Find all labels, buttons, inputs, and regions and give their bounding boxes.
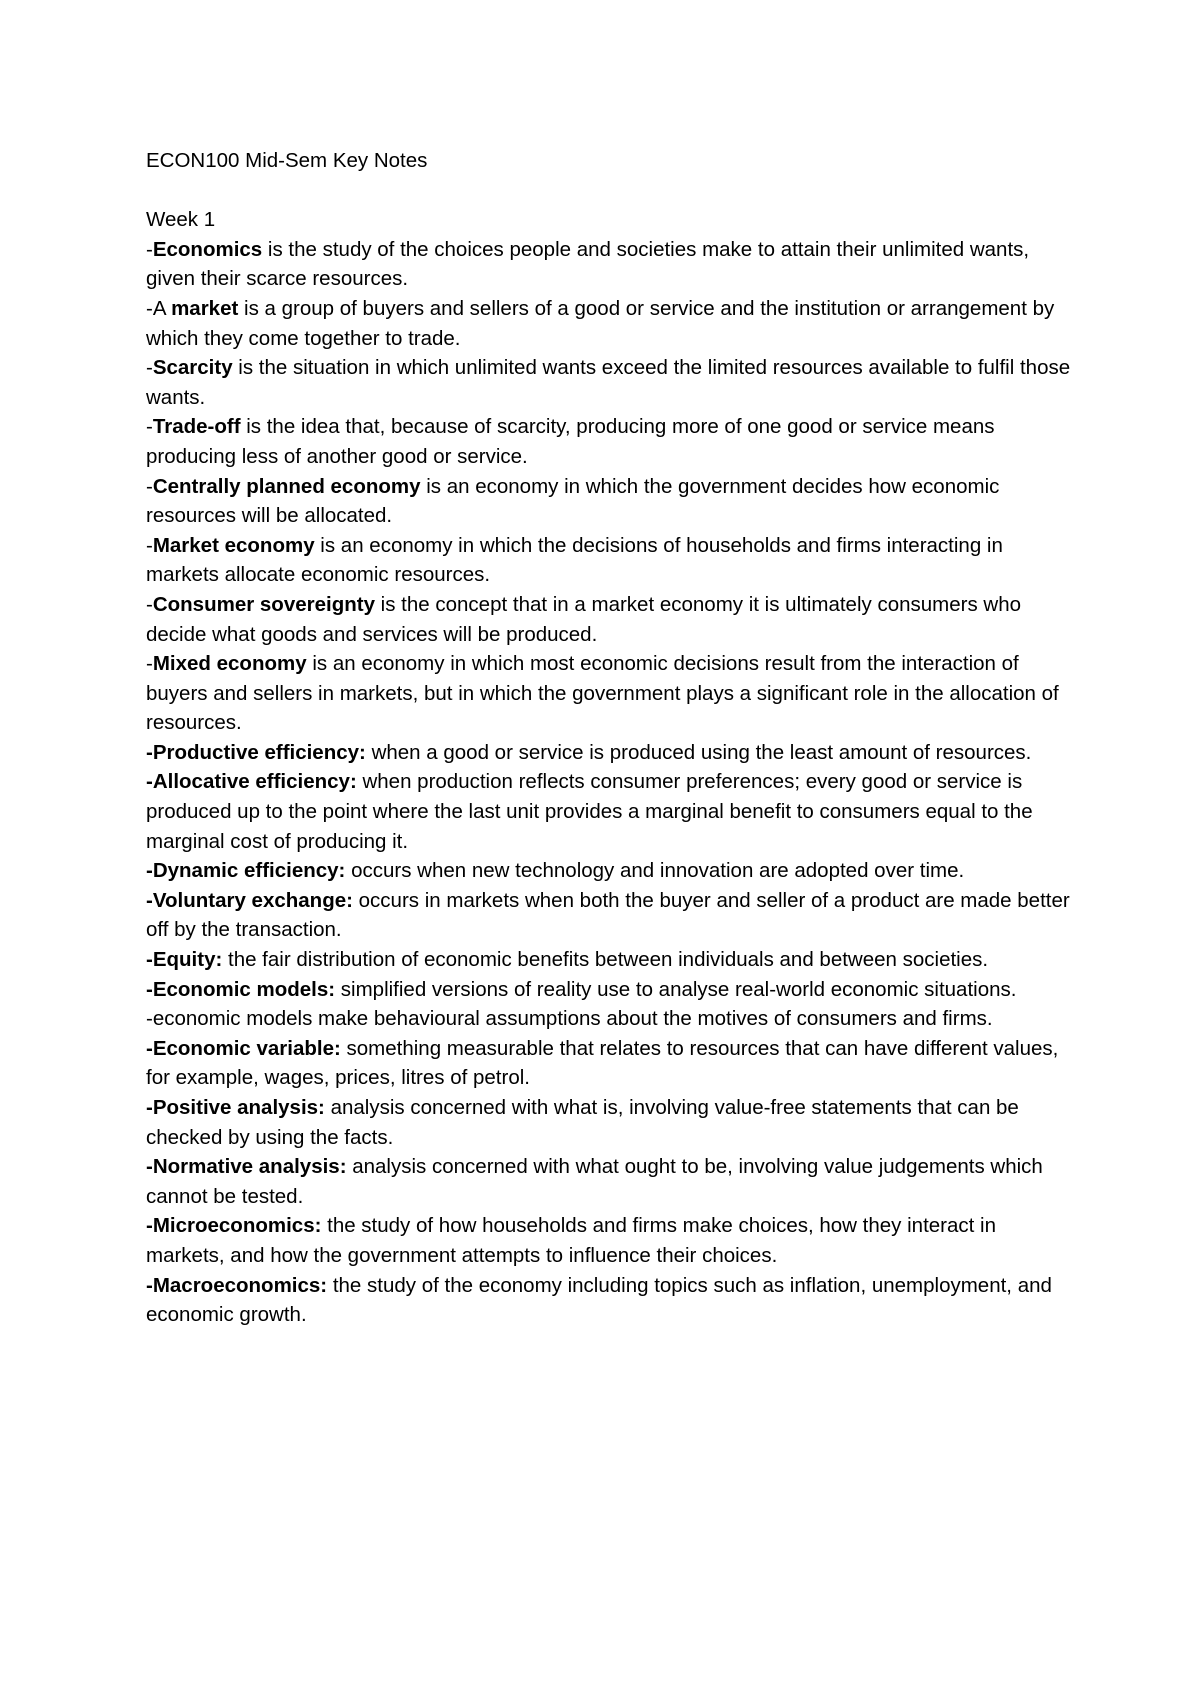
note-prefix: - [146,474,153,498]
note-text: is an economy in which the government decides how economic resources will be allocated. [146,474,1000,528]
note-text: when a good or service is produced using the least amount of resources. [365,740,1032,764]
note-item [146,767,1076,856]
note-term: -Economic variable: [146,1036,341,1060]
note-text: the study of how households and firms make choices, how they interact in markets, and how the government attempts to influence their choices. [146,1214,996,1267]
note-term: -Dynamic efficiency: [146,859,346,883]
note-text: occurs in markets when both the buyer and seller of a product are made better off by the transaction. [146,888,1070,942]
note-item [146,649,1076,738]
note-item [146,1093,1076,1152]
note-prefix: - [146,237,153,261]
note-item [146,1211,1076,1270]
note-term: -Microeconomics: [146,1214,322,1238]
notes-list [146,235,1076,1330]
note-item [146,235,1076,294]
note-prefix: - [146,415,153,439]
note-item [146,945,1076,975]
note-item [146,472,1076,531]
note-prefix: - [146,533,153,557]
note-term: Consumer sovereignty [152,592,375,616]
note-term: Economics [152,237,263,261]
note-text: is the study of the choices people and societies make to attain their unlimited wants, given their scarce resources. [146,237,1030,291]
note-item [146,1034,1076,1093]
note-term: Trade-off [152,415,241,439]
note-term: -Productive efficiency: [146,740,366,764]
note-prefix: -economic models make behavioural assumptions about the motives of consumers and firms. [146,1007,993,1031]
note-item [146,294,1076,353]
note-term: -Macroeconomics: [146,1273,328,1297]
note-text: the fair distribution of economic benefits between individuals and between societies. [222,948,989,972]
note-text: is the idea that, because of scarcity, producing more of one good or service means producing less of another good or service. [146,415,995,468]
note-text: analysis concerned with what ought to be, involving value judgements which cannot be tested. [146,1155,1043,1208]
note-item [146,738,1076,768]
note-term: Mixed economy [152,652,307,676]
note-term: -Allocative efficiency: [146,770,357,794]
note-text: when production reflects consumer preferences; every good or service is produced up to the point where the last unit provides a marginal benefit to consumers equal to the marginal cost of producing it. [146,770,1033,853]
document-title: ECON100 Mid-Sem Key Notes [146,149,428,172]
note-item [146,353,1076,412]
note-item [146,886,1076,945]
note-item [146,856,1076,886]
note-term: market [171,296,239,320]
note-text: is an economy in which the decisions of households and firms interacting in markets allocate economic resources. [146,533,1003,587]
note-term: -Positive analysis: [146,1096,325,1119]
note-text: is a group of buyers and sellers of a good or service and the institution or arrangement by which they come together to trade. [146,296,1055,350]
note-item [146,1004,1076,1034]
note-text: is an economy in which most economic decisions result from the interaction of buyers and sellers in markets, but in which the government plays a significant role in the allocation of resources. [146,652,1059,735]
note-text: is the situation in which unlimited wants exceed the limited resources available to fulfil those wants. [146,356,1071,409]
note-term: -Normative analysis: [146,1155,347,1179]
note-item [146,531,1076,590]
note-text: the study of the economy including topics such as inflation, unemployment, and economic growth. [146,1273,1052,1327]
note-text: occurs when new technology and innovation are adopted over time. [345,859,965,883]
note-item [146,1271,1076,1330]
note-term: -Voluntary exchange: [146,888,353,912]
note-text: analysis concerned with what is, involving value-free statements that can be checked by using the facts. [146,1096,1019,1149]
note-prefix: - [146,592,153,616]
note-term: Market economy [152,533,315,557]
note-prefix: -A [146,296,172,320]
note-item [146,975,1076,1005]
note-item [146,412,1076,471]
note-prefix: - [146,652,153,676]
document-page [146,146,1076,1330]
note-item [146,1152,1076,1211]
week-heading: Week 1 [146,208,216,232]
note-term: Centrally planned economy [152,474,421,498]
note-prefix: - [146,356,153,380]
note-term: Scarcity [152,356,233,380]
note-term: -Economic models: [146,977,336,1001]
note-text: simplified versions of reality use to analyse real-world economic situations. [335,977,1017,1001]
note-term: -Equity: [146,948,223,972]
note-text: something measurable that relates to resources that can have different values, for example, wages, prices, litres of petrol. [146,1036,1059,1090]
note-item [146,590,1076,649]
note-text: is the concept that in a market economy it is ultimately consumers who decide what goods and services will be produced. [146,592,1022,646]
